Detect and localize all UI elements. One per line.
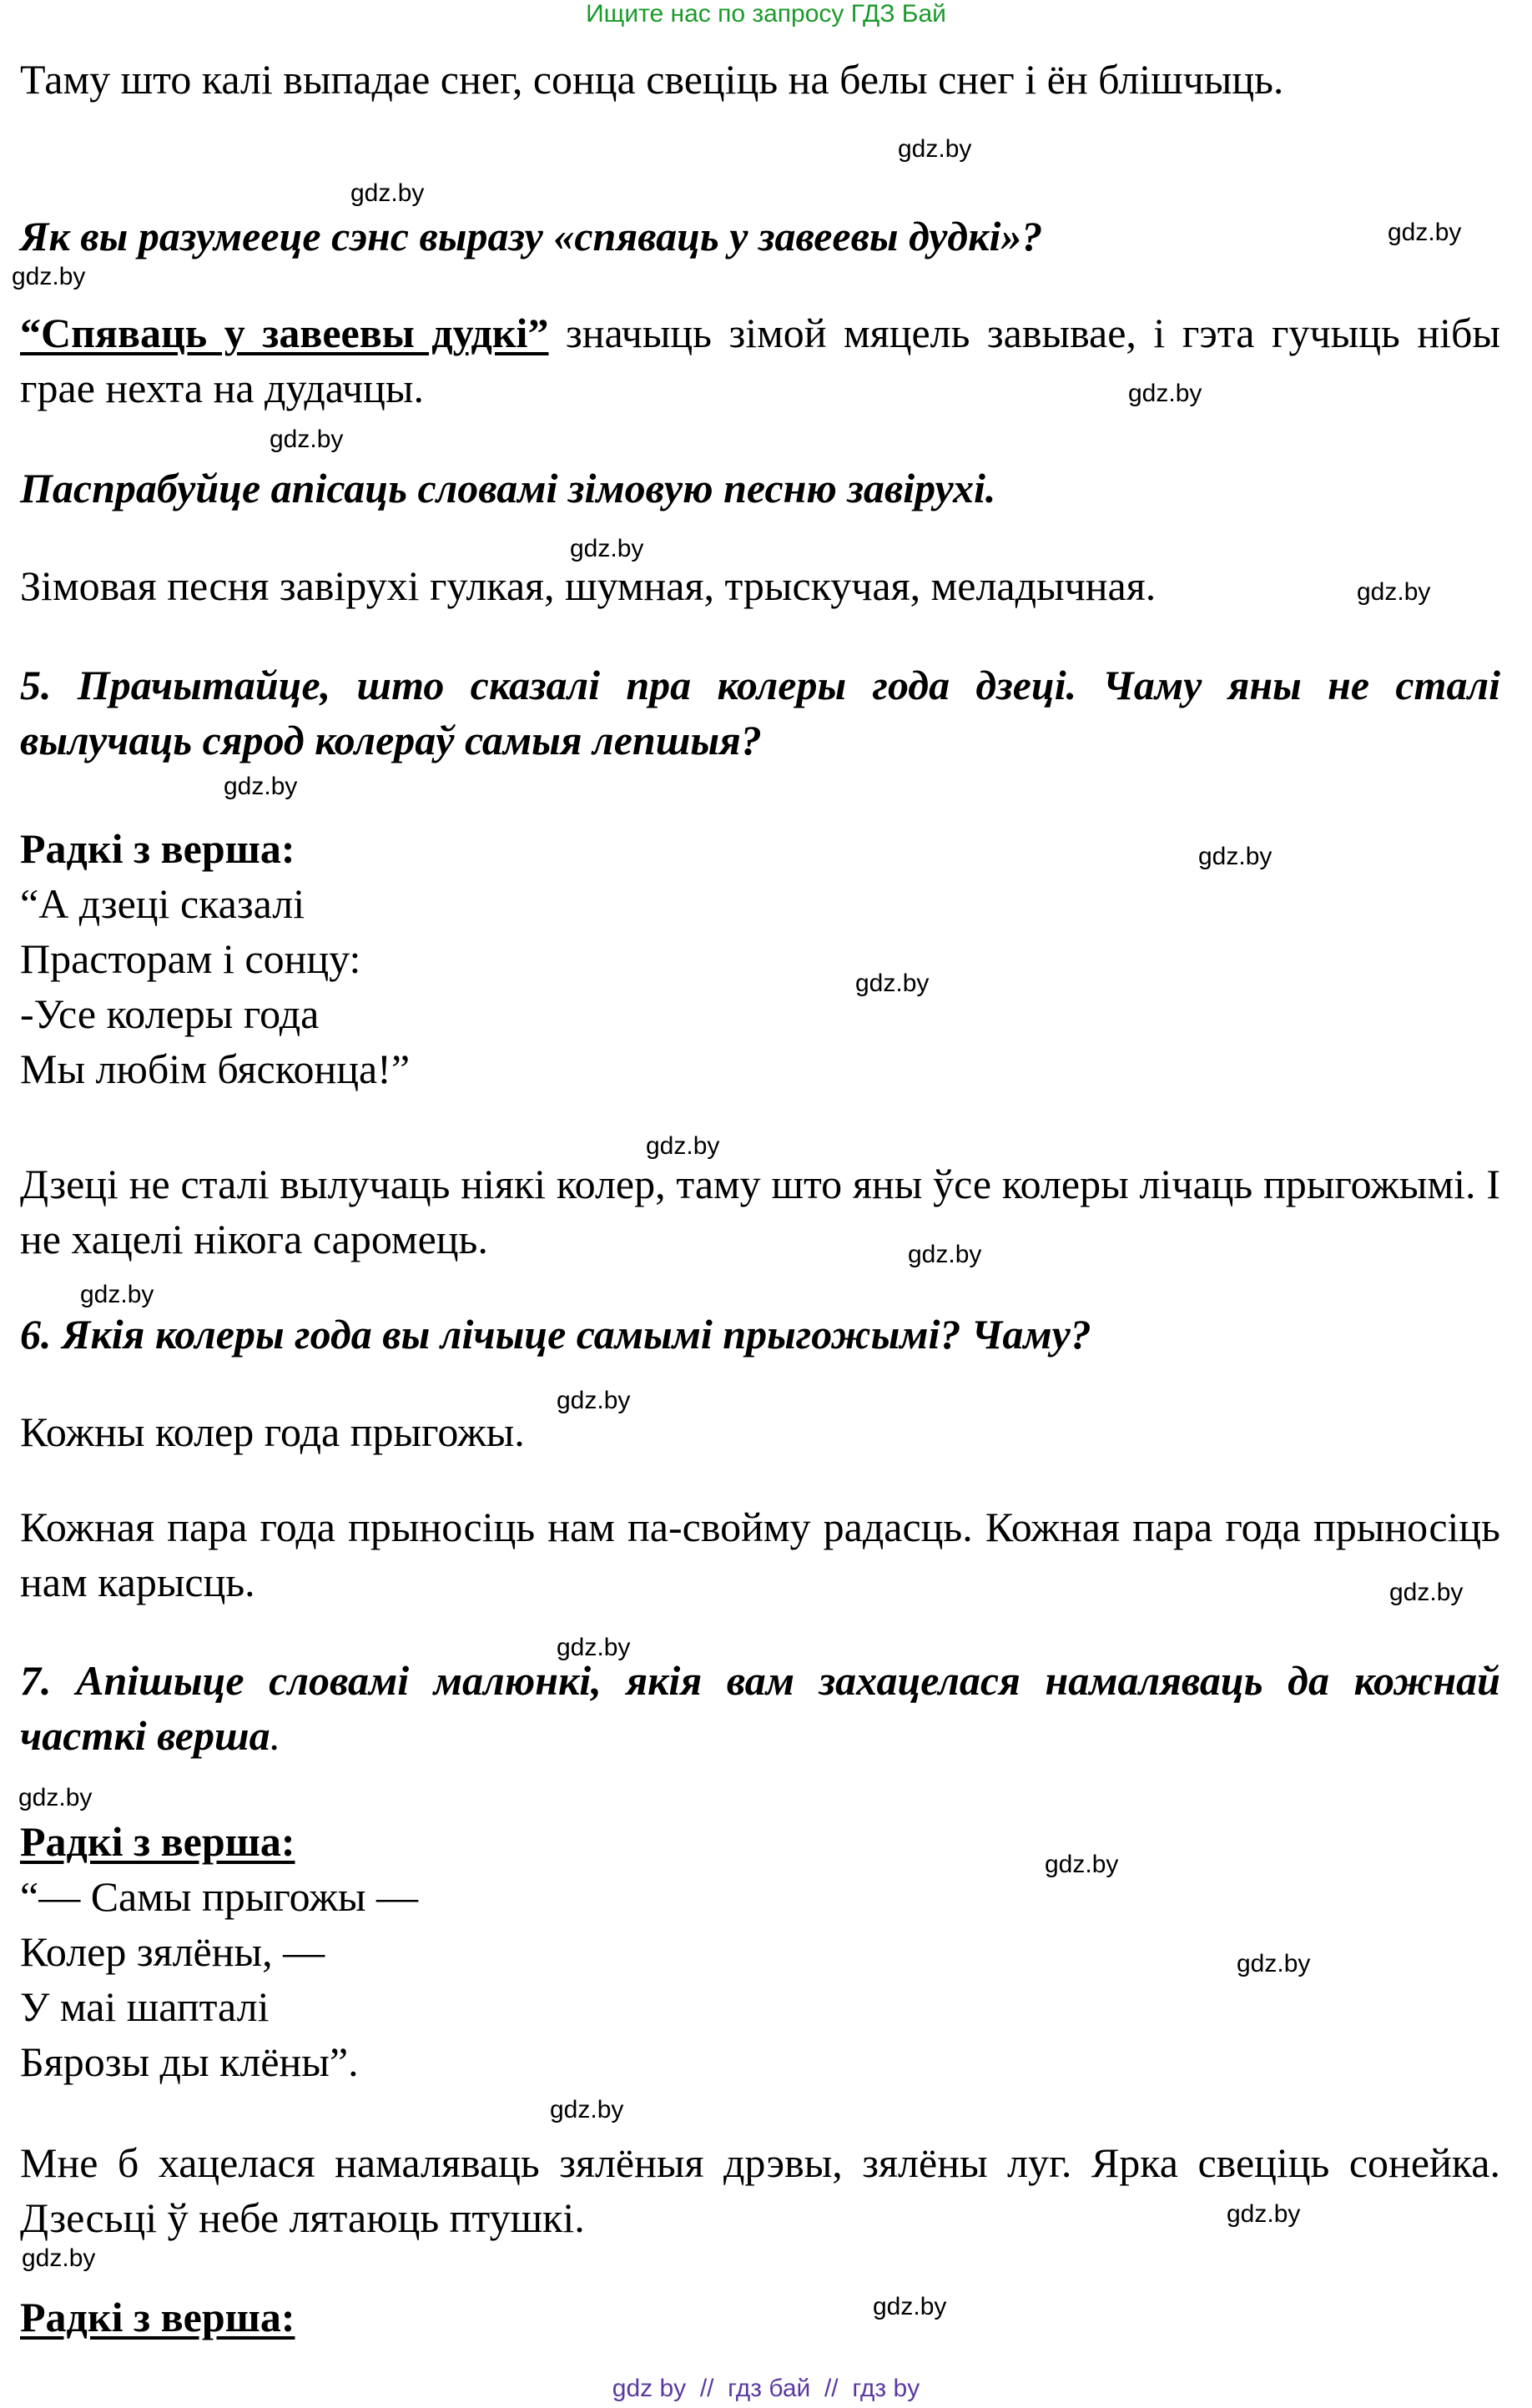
watermark: gdz.by	[350, 179, 425, 207]
verse-1-line: -Усе колеры года	[20, 990, 320, 1037]
watermark: gdz.by	[1045, 1851, 1119, 1878]
verse-1-line: “А дзеці сказалі	[20, 880, 305, 927]
verse-2-line: Колер зялёны, —	[20, 1928, 325, 1975]
answer-paragraph-3: Зімовая песня завірухі гулкая, шумная, трыскучая, меладычная.	[20, 562, 1157, 609]
watermark: gdz.by	[1389, 1579, 1464, 1606]
question-7-dot: .	[270, 1712, 281, 1759]
footer-links: gdz by // гдз бай // гдз by	[612, 2375, 920, 2402]
question-meaning: Як вы разумееце сэнс выразу «спяваць у завеевы дудкі»?	[20, 213, 1043, 259]
watermark: gdz.by	[1357, 578, 1431, 606]
question-7	[20, 1653, 1500, 1763]
watermark: gdz.by	[570, 535, 644, 562]
watermark: gdz.by	[224, 773, 298, 800]
watermark: gdz.by	[1227, 2200, 1301, 2228]
answer-paragraph-7: Мне б хацелася намаляваць зялёныя дрэвы, зялёны луг. Ярка свеціць сонейка. Дзесьці ў небе лятаюць птушкі.	[20, 2139, 1500, 2241]
watermark: gdz.by	[22, 2244, 96, 2272]
quote-phrase: “Спяваць у завеевы дудкі”	[20, 310, 549, 356]
watermark: gdz.by	[646, 1132, 720, 1160]
watermark: gdz.by	[270, 426, 344, 453]
verse-1-title: Радкі з верша:	[20, 825, 295, 872]
watermark: gdz.by	[873, 2293, 947, 2320]
watermark: gdz.by	[855, 970, 930, 997]
answer-paragraph-1: Таму што калі выпадае снег, сонца свеціць на белы снег і ён блішчыць.	[20, 56, 1284, 103]
question-describe-song: Паспрабуйце апісаць словамі зімовую песню завірухі.	[20, 465, 996, 511]
verse-2-title: Радкі з верша:	[20, 1818, 295, 1865]
watermark: gdz.by	[80, 1281, 154, 1308]
question-6: 6. Якія колеры года вы лічыце самымі прыгожымі? Чаму?	[20, 1311, 1091, 1358]
watermark: gdz.by	[1198, 843, 1272, 870]
answer-paragraph-2-text: значыць зімой мяцель завывае, і гэта гучыць нібы грае нехта на дудачцы.	[20, 310, 1501, 411]
watermark: gdz.by	[1128, 380, 1202, 407]
watermark: gdz.by	[1237, 1950, 1311, 1977]
verse-3-title: Радкі з верша:	[20, 2294, 295, 2340]
watermark: gdz.by	[1388, 219, 1462, 246]
verse-1-line: Прасторам і сонцу:	[20, 935, 361, 982]
answer-6a: Кожны колер года прыгожы.	[20, 1408, 525, 1455]
verse-2-line: Бярозы ды клёны”.	[20, 2038, 359, 2085]
top-banner: Ищите нас по запросу ГДЗ Бай	[586, 0, 946, 28]
verse-1-line: Мы любім бясконца!”	[20, 1045, 411, 1092]
answer-paragraph-5: Дзеці не сталі вылучаць ніякі колер, таму што яны ўсе колеры лічаць прыгожымі. І не хацелі нікога саромець.	[20, 1161, 1500, 1262]
watermark: gdz.by	[908, 1241, 982, 1268]
watermark: gdz.by	[18, 1784, 93, 1811]
question-5: 5. Прачытайце, што сказалі пра колеры года дзеці. Чаму яны не сталі вылучаць сярод колераў самыя лепшыя?	[20, 662, 1500, 763]
verse-2-line: “— Самы прыгожы —	[20, 1873, 418, 1920]
watermark: gdz.by	[550, 2096, 624, 2123]
answer-6b: Кожная пара года прыносіць нам па-свойму радасць. Кожная пара года прыносіць нам карысць.	[20, 1504, 1500, 1605]
watermark: gdz.by	[557, 1387, 631, 1414]
verse-2-line: У маі шапталі	[20, 1983, 270, 2030]
watermark: gdz.by	[557, 1634, 631, 1661]
verse-2	[20, 1869, 1500, 2089]
question-7-text: 7. Апішыце словамі малюнкі, якія вам захацелася намаляваць да кожнай часткі верша	[20, 1657, 1500, 1759]
answer-paragraph-2	[20, 305, 1500, 416]
watermark: gdz.by	[12, 263, 86, 290]
verse-1	[20, 876, 1500, 1096]
watermark: gdz.by	[898, 135, 972, 163]
